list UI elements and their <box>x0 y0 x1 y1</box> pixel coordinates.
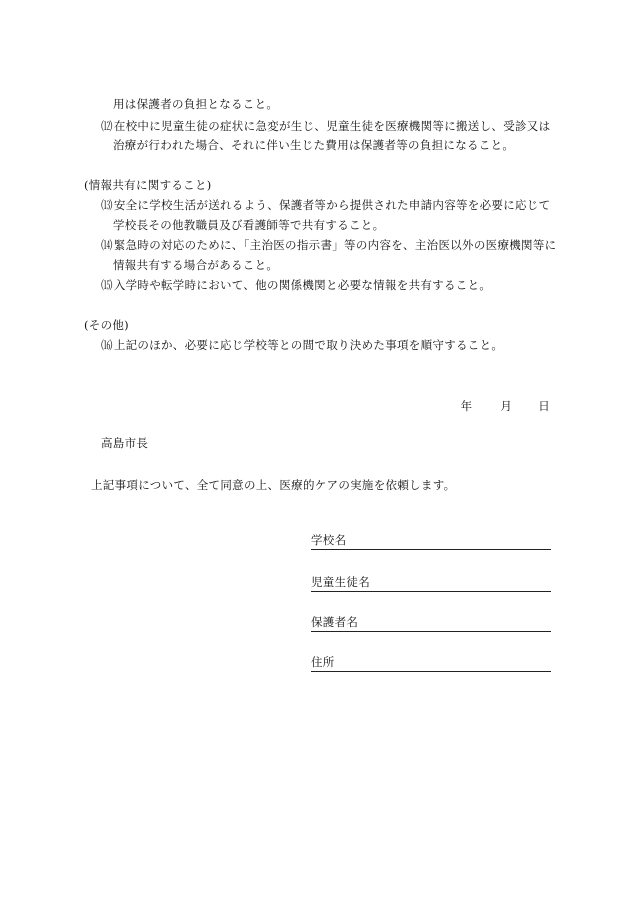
item-16-line-1 <box>101 338 503 352</box>
date-day: 日 <box>538 399 550 413</box>
item-12-number: ⑿ <box>101 119 113 133</box>
section-heading-other: (その他) <box>84 318 129 332</box>
signature-school-label: 学校名 <box>311 533 347 547</box>
date-year: 年 <box>460 399 473 413</box>
item-14-text: 緊急時の対応のために、「主治医の指示書」等の内容を、主治医以外の医療機関等に <box>113 238 557 252</box>
signature-student-field[interactable] <box>311 575 551 592</box>
item-12-line-2: 治療が行われた場合、それに伴い生じた費用は保護者等の負担になること。 <box>113 138 515 152</box>
section-heading-info: (情報共有に関すること) <box>84 178 212 192</box>
consent-statement: 上記事項について、全て同意の上、医療的ケアの実施を依頼します。 <box>91 478 456 492</box>
signature-student-label: 児童生徒名 <box>311 575 370 589</box>
item-12-text: 在校中に児童生徒の症状に急変が生じ、児童生徒を医療機関等に搬送し、受診又は <box>113 119 551 133</box>
item-16-number: ⒃ <box>101 338 113 352</box>
item-13-number: ⒀ <box>101 198 113 212</box>
signature-school-field[interactable] <box>311 533 551 550</box>
item-13-text: 安全に学校生活が送れるよう、保護者等から提供された申請内容等を必要に応じて <box>113 198 551 212</box>
item-14-line-2: 情報共有する場合があること。 <box>113 258 279 272</box>
item-15-line-1 <box>101 278 491 292</box>
item-16-text: 上記のほか、必要に応じ学校等との間で取り決めた事項を順守すること。 <box>113 338 504 352</box>
intro-continuation: 用は保護者の負担となること。 <box>113 97 279 111</box>
signature-address-field[interactable] <box>311 655 551 672</box>
date-month: 月 <box>500 399 513 413</box>
item-15-number: ⒂ <box>101 278 113 292</box>
signature-guardian-label: 保護者名 <box>311 615 359 629</box>
item-14-line-1 <box>101 238 556 252</box>
signature-guardian-field[interactable] <box>311 615 551 632</box>
addressee: 高島市長 <box>101 436 149 450</box>
item-14-number: ⒁ <box>101 238 113 252</box>
item-12-line-1 <box>101 119 550 133</box>
item-13-line-2: 学校長その他教職員及び看護師等で共有すること。 <box>113 218 385 232</box>
item-13-line-1 <box>101 198 550 212</box>
date-line <box>461 398 550 414</box>
item-15-text: 入学時や転学時において、他の関係機関と必要な情報を共有すること。 <box>113 278 492 292</box>
signature-address-label: 住所 <box>311 655 335 669</box>
